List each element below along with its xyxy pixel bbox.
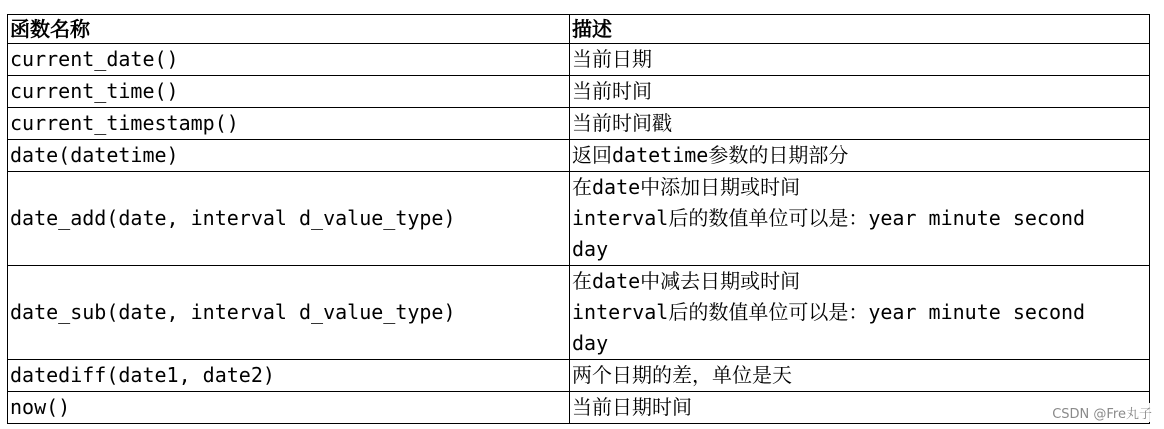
table-row [8, 392, 1150, 424]
table-row [8, 44, 1150, 76]
table-row [8, 266, 1150, 360]
description-cell: 当前日期时间 [570, 392, 1150, 424]
function-name-cell: datediff(date1, date2) [8, 360, 570, 392]
description-line: interval后的数值单位可以是：year minute second [572, 206, 1086, 230]
table-row [8, 140, 1150, 172]
watermark: CSDN @Fre丸子 [1050, 403, 1154, 422]
description-line: 在date中减去日期或时间 [572, 269, 801, 293]
function-name-cell: date_sub(date, interval d_value_type) [8, 266, 570, 360]
description-line: 在date中添加日期或时间 [572, 175, 801, 199]
description-cell: 当前日期 [570, 44, 1150, 76]
header-function-name: 函数名称 [8, 15, 570, 44]
table-row [8, 360, 1150, 392]
description-cell: 当前时间戳 [570, 108, 1150, 140]
function-table [7, 14, 1150, 424]
table-row [8, 172, 1150, 266]
description-line: interval后的数值单位可以是：year minute second [572, 300, 1086, 324]
table-row [8, 108, 1150, 140]
description-line: day [572, 331, 609, 355]
description-cell: 两个日期的差，单位是天 [570, 360, 1150, 392]
table-header-row [8, 15, 1150, 44]
table-row [8, 76, 1150, 108]
description-cell: 返回datetime参数的日期部分 [570, 140, 1150, 172]
description-line: day [572, 237, 609, 261]
function-name-cell: date(datetime) [8, 140, 570, 172]
function-name-cell: current_time() [8, 76, 570, 108]
function-name-cell: now() [8, 392, 570, 424]
function-name-cell: current_date() [8, 44, 570, 76]
header-description: 描述 [570, 15, 1150, 44]
description-cell [570, 172, 1150, 266]
function-name-cell: current_timestamp() [8, 108, 570, 140]
description-cell: 当前时间 [570, 76, 1150, 108]
description-cell [570, 266, 1150, 360]
function-name-cell: date_add(date, interval d_value_type) [8, 172, 570, 266]
